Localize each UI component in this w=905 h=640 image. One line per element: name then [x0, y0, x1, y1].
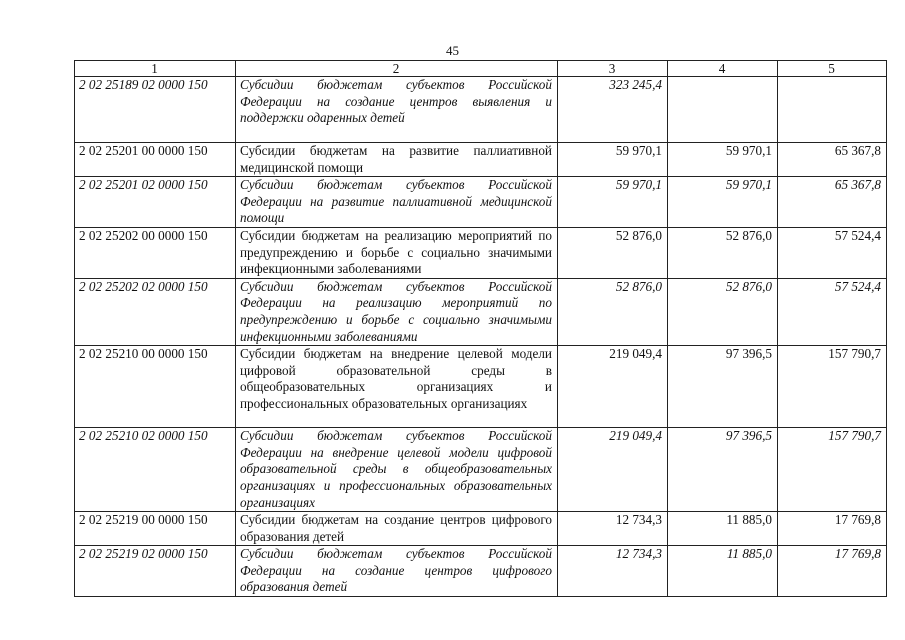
- description-cell: Субсидии бюджетам субъектов Российской Федерации на внедрение целевой модели цифровой образовательной среды в общеобразовательных организациях и профессиональных образовательных организациях: [236, 428, 558, 512]
- value-col3-cell: 323 245,4: [558, 77, 668, 143]
- description-cell: Субсидии бюджетам субъектов Российской Федерации на создание центров выявления и поддержки одаренных детей: [236, 77, 558, 143]
- budget-code-cell: 2 02 25189 02 0000 150: [75, 77, 236, 143]
- table-row: [75, 546, 887, 597]
- value-col5-cell: 157 790,7: [778, 428, 887, 512]
- column-header-2: 2: [236, 61, 558, 77]
- description-cell: Субсидии бюджетам на внедрение целевой модели цифровой образовательной среды в общеобразовательных организациях и профессиональных образовательных организациях: [236, 346, 558, 428]
- description-cell: Субсидии бюджетам субъектов Российской Федерации на развитие паллиативной медицинской помощи: [236, 177, 558, 228]
- table-row: [75, 278, 887, 345]
- value-col4-cell: 11 885,0: [668, 546, 778, 597]
- description-cell: Субсидии бюджетам субъектов Российской Федерации на реализацию мероприятий по предупреждению и борьбе с социально значимыми инфекционными заболеваниями: [236, 278, 558, 345]
- budget-code-cell: 2 02 25210 02 0000 150: [75, 428, 236, 512]
- budget-code-cell: 2 02 25201 00 0000 150: [75, 143, 236, 177]
- budget-code-cell: 2 02 25219 02 0000 150: [75, 546, 236, 597]
- table-row: [75, 143, 887, 177]
- description-cell: Субсидии бюджетам субъектов Российской Федерации на создание центров цифрового образования детей: [236, 546, 558, 597]
- table-row: [75, 77, 887, 143]
- value-col3-cell: 12 734,3: [558, 512, 668, 546]
- value-col3-cell: 219 049,4: [558, 346, 668, 428]
- description-cell: Субсидии бюджетам на развитие паллиативной медицинской помощи: [236, 143, 558, 177]
- value-col3-cell: 52 876,0: [558, 278, 668, 345]
- budget-table: [74, 60, 887, 597]
- value-col4-cell: 11 885,0: [668, 512, 778, 546]
- table-header-row: [75, 61, 887, 77]
- table-row: [75, 177, 887, 228]
- value-col3-cell: 12 734,3: [558, 546, 668, 597]
- budget-code-cell: 2 02 25210 00 0000 150: [75, 346, 236, 428]
- budget-code-cell: 2 02 25201 02 0000 150: [75, 177, 236, 228]
- description-cell: Субсидии бюджетам на реализацию мероприятий по предупреждению и борьбе с социально значимыми инфекционными заболеваниями: [236, 227, 558, 278]
- budget-code-cell: 2 02 25202 00 0000 150: [75, 227, 236, 278]
- value-col4-cell: 59 970,1: [668, 143, 778, 177]
- budget-code-cell: 2 02 25219 00 0000 150: [75, 512, 236, 546]
- value-col5-cell: 65 367,8: [778, 177, 887, 228]
- value-col5-cell: 57 524,4: [778, 227, 887, 278]
- value-col5-cell: 17 769,8: [778, 512, 887, 546]
- value-col4-cell: 59 970,1: [668, 177, 778, 228]
- description-cell: Субсидии бюджетам на создание центров цифрового образования детей: [236, 512, 558, 546]
- value-col4-cell: 52 876,0: [668, 278, 778, 345]
- value-col5-cell: [778, 77, 887, 143]
- value-col4-cell: [668, 77, 778, 143]
- page-number: 45: [446, 43, 459, 58]
- value-col3-cell: 219 049,4: [558, 428, 668, 512]
- value-col4-cell: 97 396,5: [668, 346, 778, 428]
- value-col5-cell: 17 769,8: [778, 546, 887, 597]
- table-row: [75, 512, 887, 546]
- column-header-4: 4: [668, 61, 778, 77]
- table-row: [75, 346, 887, 428]
- value-col3-cell: 52 876,0: [558, 227, 668, 278]
- value-col5-cell: 157 790,7: [778, 346, 887, 428]
- column-header-1: 1: [75, 61, 236, 77]
- column-header-3: 3: [558, 61, 668, 77]
- table-row: [75, 428, 887, 512]
- table-row: [75, 227, 887, 278]
- value-col5-cell: 57 524,4: [778, 278, 887, 345]
- budget-code-cell: 2 02 25202 02 0000 150: [75, 278, 236, 345]
- value-col4-cell: 52 876,0: [668, 227, 778, 278]
- column-header-5: 5: [778, 61, 887, 77]
- value-col3-cell: 59 970,1: [558, 177, 668, 228]
- value-col5-cell: 65 367,8: [778, 143, 887, 177]
- value-col3-cell: 59 970,1: [558, 143, 668, 177]
- value-col4-cell: 97 396,5: [668, 428, 778, 512]
